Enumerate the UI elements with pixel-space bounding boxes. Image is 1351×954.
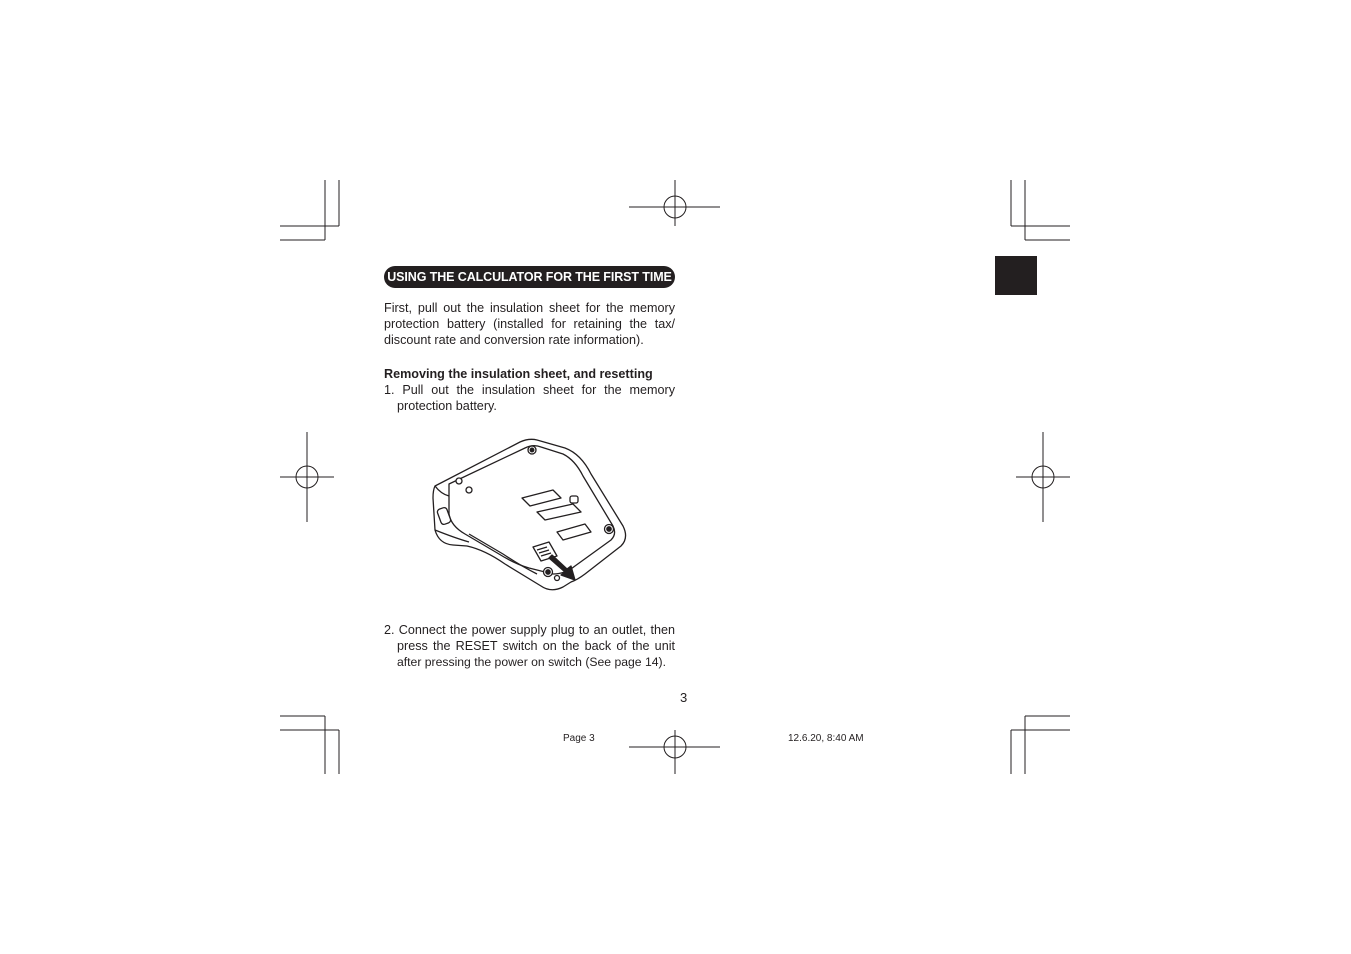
step-line: press the RESET switch on the back of the unit: [397, 639, 675, 653]
step-line: 2. Connect the power supply plug to an outlet, then: [384, 623, 675, 637]
step-1: [384, 382, 675, 414]
section-tab-marker: [995, 256, 1037, 295]
subheading: Removing the insulation sheet, and resetting: [384, 367, 653, 381]
calculator-bottom-illustration: [425, 434, 635, 600]
step-line: protection battery.: [397, 399, 497, 413]
intro-line: First, pull out the insulation sheet for the memory: [384, 301, 675, 315]
page-number: 3: [680, 690, 688, 705]
step-line: 1. Pull out the insulation sheet for the memory: [384, 383, 675, 397]
step-2: [384, 622, 675, 670]
footer-page-label: Page 3: [563, 733, 595, 744]
intro-line: discount rate and conversion rate information).: [384, 333, 644, 347]
section-title: USING THE CALCULATOR FOR THE FIRST TIME: [384, 266, 675, 288]
footer-timestamp: 12.6.20, 8:40 AM: [788, 733, 864, 744]
intro-line: protection battery (installed for retaining the tax/: [384, 317, 675, 331]
step-line: after pressing the power on switch (See page 14).: [397, 655, 666, 669]
intro-paragraph: [384, 300, 675, 348]
